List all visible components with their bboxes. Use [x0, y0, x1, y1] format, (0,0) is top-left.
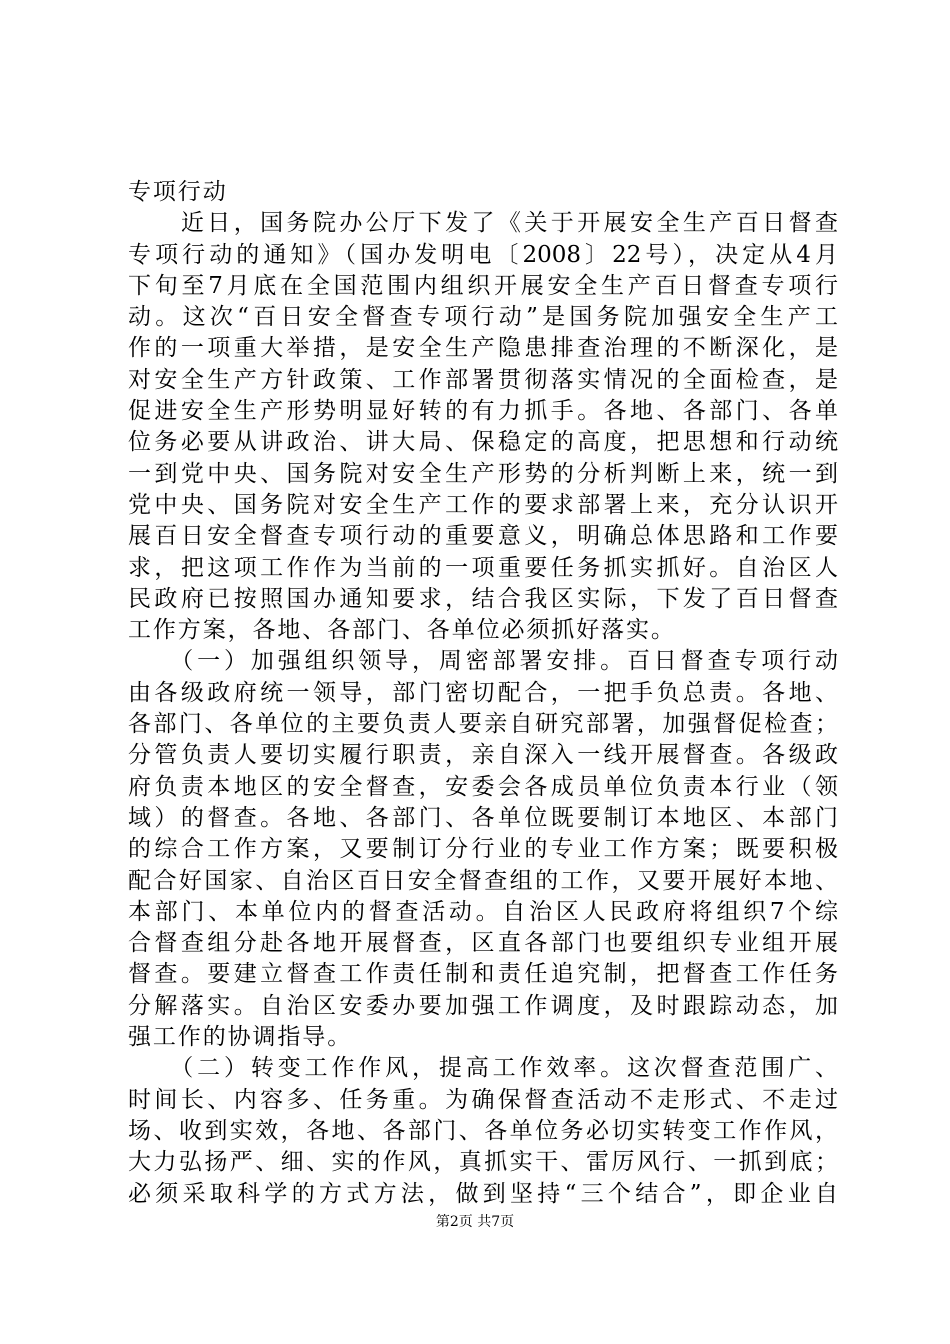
- text-line: 由各级政府统一领导，部门密切配合，一把手负总责。各地、: [128, 679, 838, 706]
- text-line: 近日，国务院办公厅下发了《关于开展安全生产百日督查: [128, 210, 838, 237]
- text-line: 展百日安全督查专项行动的重要意义，明确总体思路和工作要: [128, 523, 838, 550]
- text-line: 分管负责人要切实履行职责，亲自深入一线开展督查。各级政: [128, 742, 838, 769]
- text-line: 对安全生产方针政策、工作部署贯彻落实情况的全面检查，是: [128, 366, 838, 393]
- text-line: 动。这次“百日安全督查专项行动”是国务院加强安全生产工: [128, 304, 838, 331]
- text-line: 专项行动: [128, 179, 228, 205]
- text-line: 强工作的协调指导。: [128, 1024, 353, 1051]
- document-body: [128, 177, 838, 1210]
- text-line: 本部门、本单位内的督查活动。自治区人民政府将组织7个综: [128, 898, 838, 925]
- text-line: 党中央、国务院对安全生产工作的要求部署上来，充分认识开: [128, 491, 838, 518]
- text-line: 一到党中央、国务院对安全生产形势的分析判断上来，统一到: [128, 460, 838, 487]
- text-line: 各部门、各单位的主要负责人要亲自研究部署，加强督促检查；: [128, 711, 838, 738]
- text-line: 分解落实。自治区安委办要加强工作调度，及时跟踪动态，加: [128, 992, 838, 1019]
- text-line: （一）加强组织领导，周密部署安排。百日督查专项行动: [128, 648, 838, 675]
- text-line: 府负责本地区的安全督查，安委会各成员单位负责本行业（领: [128, 773, 838, 800]
- text-line: 督查。要建立督查工作责任制和责任追究制，把督查工作任务: [128, 961, 838, 988]
- text-line: 域）的督查。各地、各部门、各单位既要制订本地区、本部门: [128, 804, 838, 831]
- text-line: 必须采取科学的方式方法，做到坚持“三个结合”，即企业自: [128, 1180, 838, 1207]
- page-number-footer: 第2页 共7页: [435, 1214, 515, 1230]
- text-line: 下旬至7月底在全国范围内组织开展安全生产百日督查专项行: [128, 272, 838, 299]
- text-line: 民政府已按照国办通知要求，结合我区实际，下发了百日督查: [128, 585, 838, 612]
- text-line: 促进安全生产形势明显好转的有力抓手。各地、各部门、各单: [128, 398, 838, 425]
- text-line: 的综合工作方案，又要制订分行业的专业工作方案；既要积极: [128, 836, 838, 863]
- text-line: 求，把这项工作作为当前的一项重要任务抓实抓好。自治区人: [128, 554, 838, 581]
- text-line: 大力弘扬严、细、实的作风，真抓实干、雷厉风行、一抓到底；: [128, 1149, 838, 1176]
- text-line: 工作方案，各地、各部门、各单位必须抓好落实。: [128, 617, 676, 644]
- text-line: 场、收到实效，各地、各部门、各单位务必切实转变工作作风，: [128, 1117, 838, 1144]
- text-line: （二）转变工作作风，提高工作效率。这次督查范围广、: [128, 1055, 838, 1082]
- text-line: 时间长、内容多、任务重。为确保督查活动不走形式、不走过: [128, 1086, 838, 1113]
- text-line: 专项行动的通知》（国办发明电〔2008〕22号），决定从4月: [128, 241, 838, 268]
- text-line: 合督查组分赴各地开展督查，区直各部门也要组织专业组开展: [128, 930, 838, 957]
- text-line: 作的一项重大举措，是安全生产隐患排查治理的不断深化，是: [128, 335, 838, 362]
- text-line: 配合好国家、自治区百日安全督查组的工作，又要开展好本地、: [128, 867, 838, 894]
- text-line: 位务必要从讲政治、讲大局、保稳定的高度，把思想和行动统: [128, 429, 838, 456]
